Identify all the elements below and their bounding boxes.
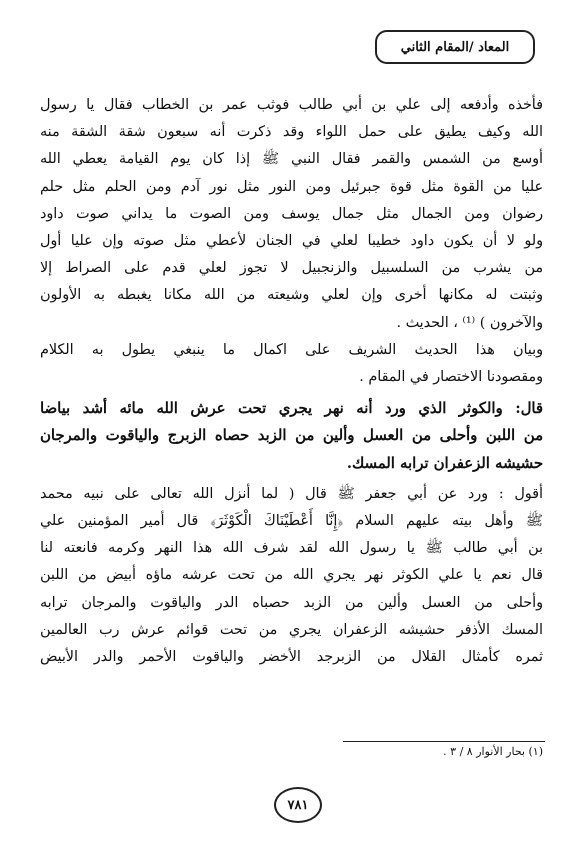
text-line: قال: والكوثر الذي ورد أنه نهر يجري تحت عرش الله مائه أشد بياضا <box>40 400 543 418</box>
text-line: رضوان ومن الجمال مثل جمال يوسف ومن الصوت ما يداني صوت داود <box>40 205 543 222</box>
paragraph-1 <box>40 92 543 337</box>
text-line: والآخرون ) ⁽¹⁾ ، الحديث . <box>396 314 543 331</box>
page-number: ٧٨١ <box>287 797 309 813</box>
text-line: عليا من القوة مثل قوة جبرئيل ومن النور مثل نور آدم ومن الحلم مثل حلم <box>40 178 543 195</box>
paragraph-2 <box>40 337 543 391</box>
text-line: ثمره كأمثال القلال من الزبرجد الأخضر والياقوت الأحمر والدر الأبيض <box>40 649 543 666</box>
running-header <box>375 30 535 64</box>
text-line: فأخذه وأدفعه إلى علي بن أبي طالب فوثب عمر بن الخطاب فقال يا رسول <box>40 97 543 113</box>
paragraph-3-quote <box>40 395 543 477</box>
page-number-badge <box>274 787 322 823</box>
text-line: حشيشه الزعفران ترابه المسك. <box>346 454 543 472</box>
footnote-divider <box>343 741 545 742</box>
text-line: ولو لا أن يكون داود خطيبا لعلي في الجنان لأعطي مثل صوته وإن عليا أول <box>40 233 543 250</box>
page-body <box>40 92 543 671</box>
text-line: من اللبن وأحلى من العسل وألين من الزبد حصاه الزبرج والياقوت والمرجان <box>40 427 543 445</box>
text-line: بن أبي طالب ﷺ يا رسول الله لقد شرف الله هذا النهر وكرمه فانعته لنا <box>40 540 543 557</box>
text-line: ومقصودنا الاختصار في المقام . <box>359 369 543 386</box>
text-line: ﷺ وأهل بيته عليهم السلام ﴿إِنَّا أَعْطَيْنَاكَ الْكَوْثَرَ﴾ قال أمير المؤمنين علي <box>40 513 543 530</box>
text-line: الله وكيف يطيق على حمل اللواء وقد ذكرت أنه سبعون شقة الشقة منه <box>40 124 543 141</box>
text-line: وثبتت له مكانها أخرى وإن لعلي وشيعته من الله مكانا يغبطه به الأولون <box>40 287 543 304</box>
text-line: من يشرب من السلسبيل والزنجبيل لا تجوز لعلي قدم على الصراط إلا <box>40 260 543 277</box>
text-line: وأحلى من العسل وألين من الزبد حصباه الدر والياقوت والمرجان ترابه <box>40 594 543 611</box>
footnote: (١) بحار الأنوار ٨ / ٣ . <box>443 745 543 758</box>
text-line: المسك الأذفر حشيشه الزعفران يجري من تحت قوائم عرش رب العالمين <box>40 621 543 638</box>
text-line: أوسع من الشمس والقمر فقال النبي ﷺ إذا كان يوم القيامة يعطي الله <box>40 151 543 168</box>
text-line: وبيان هذا الحديث الشريف على اكمال ما ينبغي يطول به الكلام <box>40 341 543 358</box>
text-line: قال نعم يا علي الكوثر نهر يجري الله من تحت عرشه ماؤه أبيض من اللبن <box>40 567 543 584</box>
paragraph-4 <box>40 481 543 671</box>
text-line: أقول : ورد عن أبي جعفر ﷺ قال ( لما أنزل الله تعالى على نبيه محمد <box>40 485 543 502</box>
running-header-title: المعاد /المقام الثاني <box>400 39 510 55</box>
